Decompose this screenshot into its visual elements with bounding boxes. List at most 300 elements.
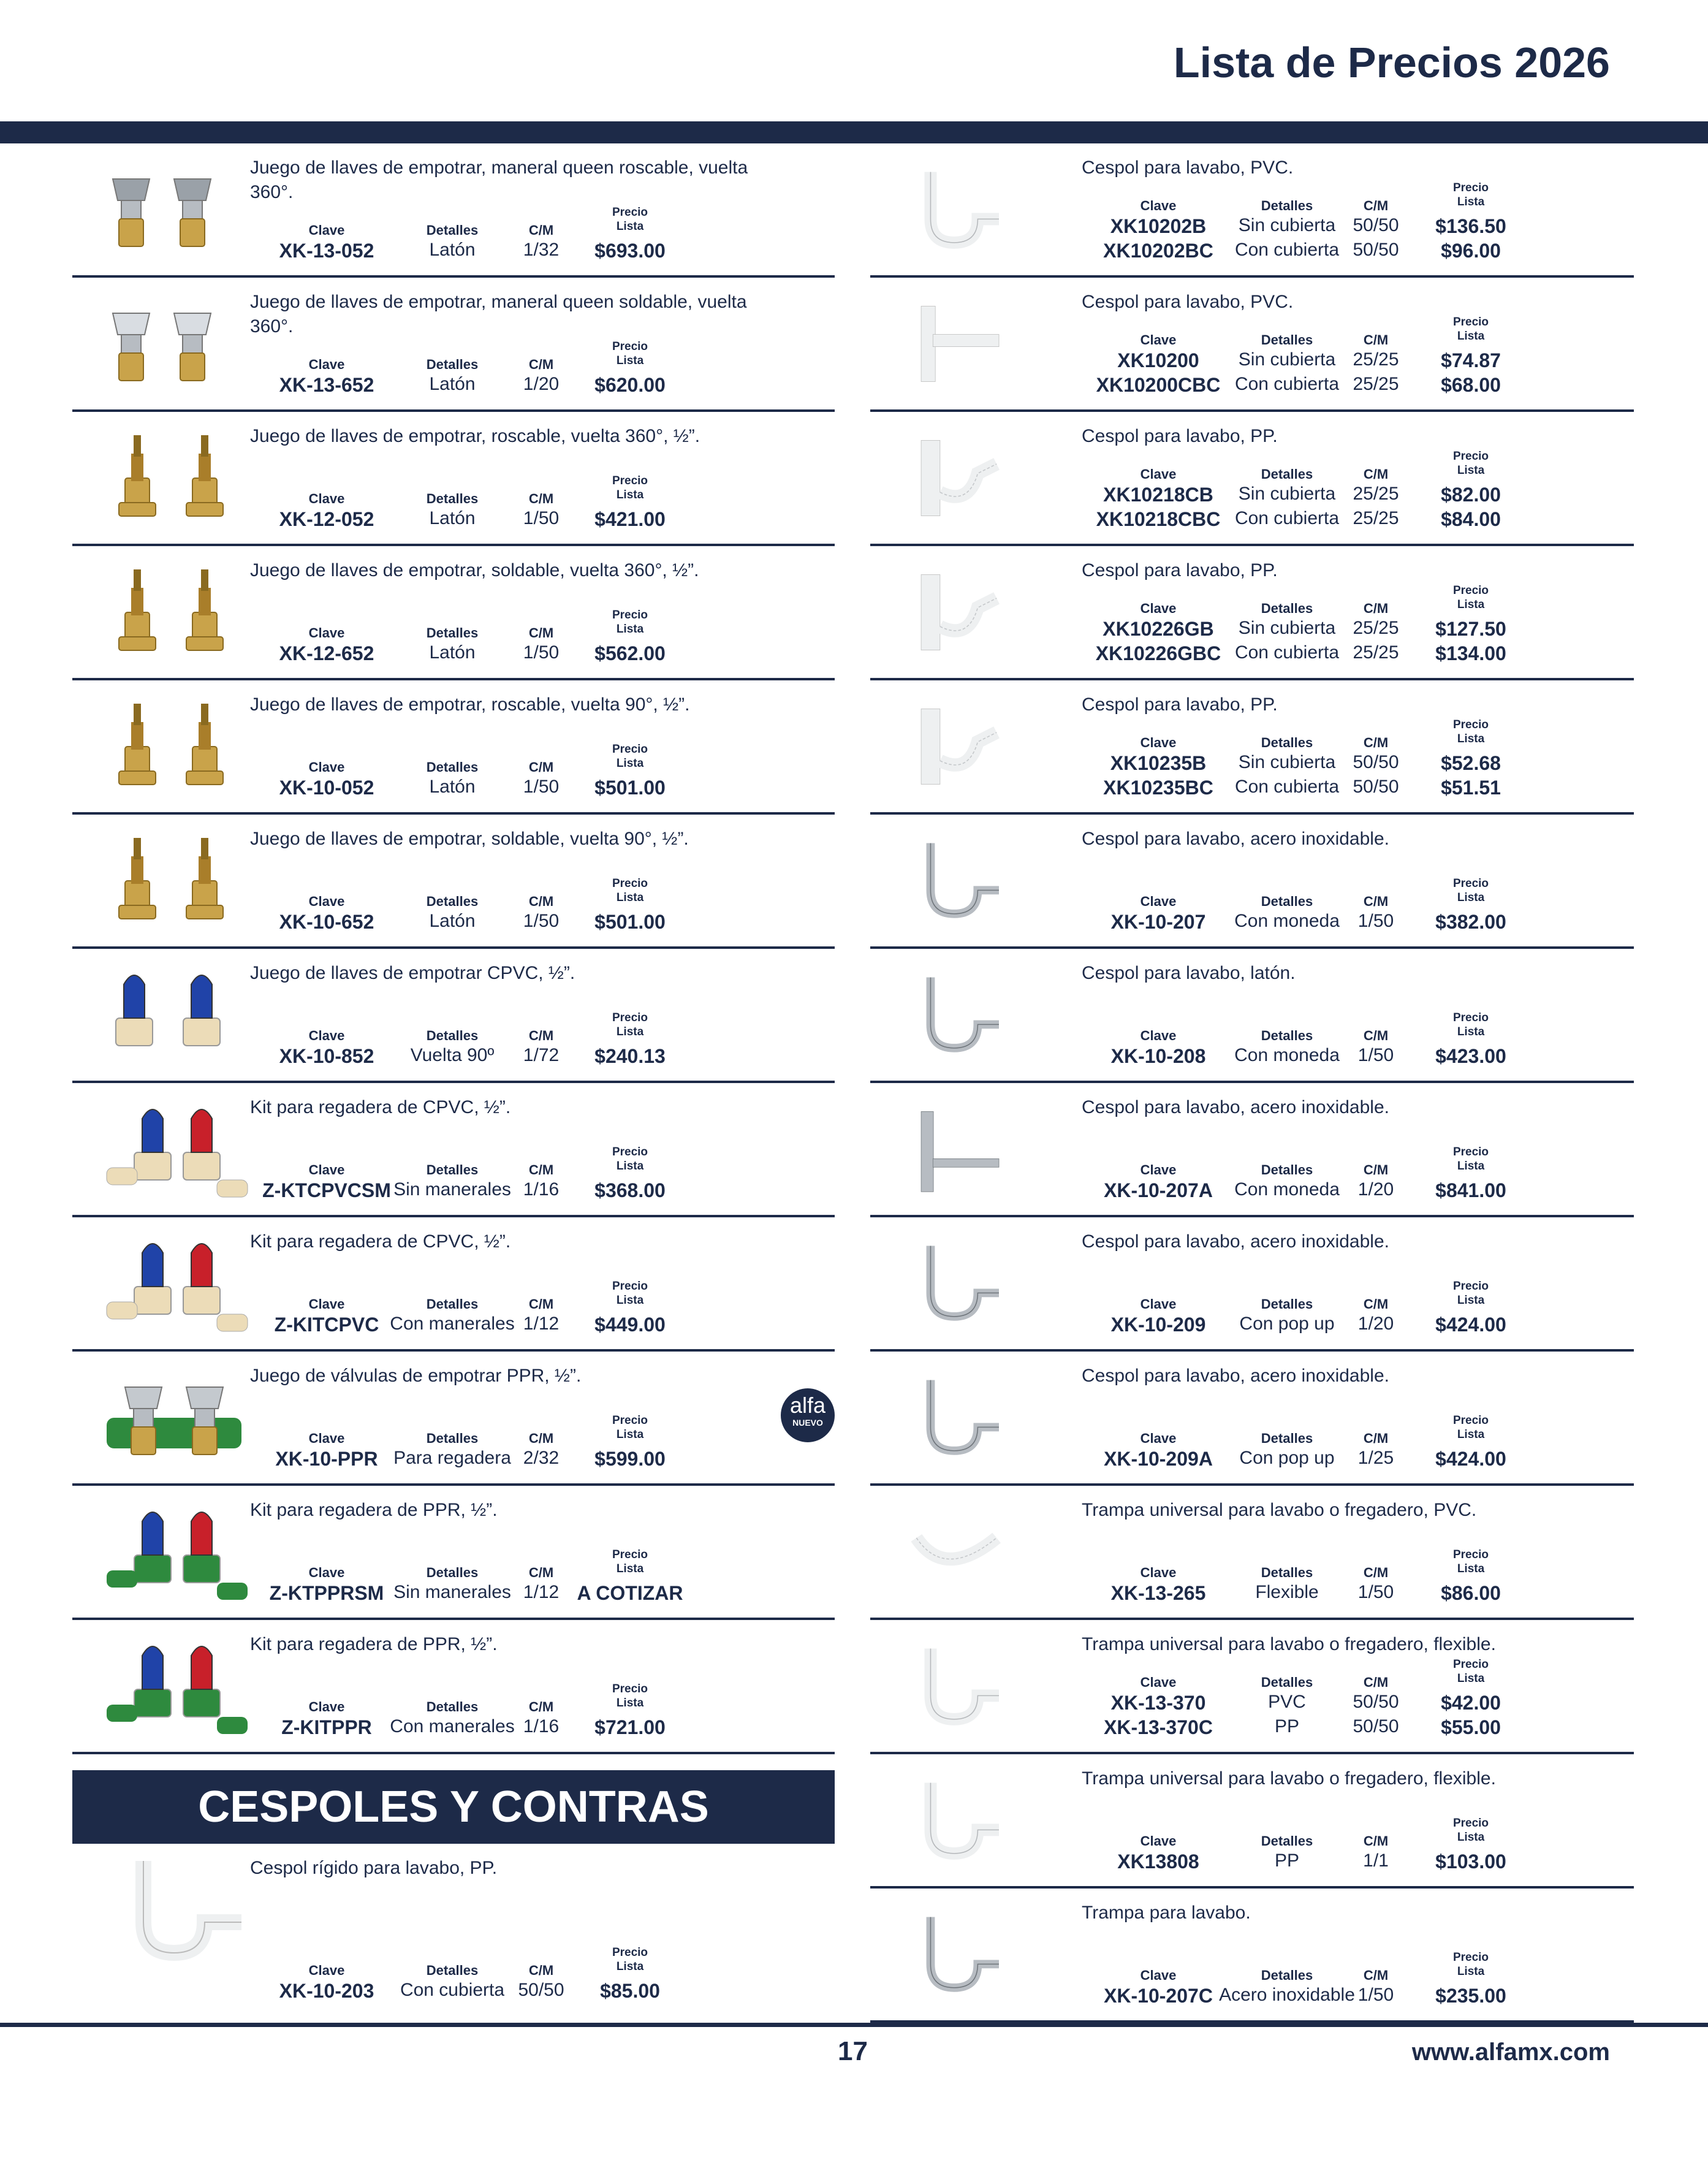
clave-value: XK-13-370C xyxy=(1104,1716,1213,1738)
precio-header xyxy=(569,877,691,905)
cm-label: C/M xyxy=(528,491,554,506)
clave-value: XK-12-052 xyxy=(279,508,374,530)
cm-label: C/M xyxy=(528,1028,554,1043)
precio-value: $74.87 xyxy=(1441,349,1501,371)
detalles-value: Con cubierta xyxy=(1234,642,1340,663)
cm-value: 1/12 xyxy=(523,1314,560,1334)
detalles-value: Para regadera xyxy=(393,1448,511,1468)
precio-value: $382.00 xyxy=(1435,911,1506,933)
clave-value: XK10218CB xyxy=(1103,484,1213,506)
precio-label: Precio xyxy=(1452,584,1489,597)
detalles-value: Sin cubierta xyxy=(1238,484,1336,504)
lista-label: Lista xyxy=(1457,1294,1485,1307)
detalles-value: Flexible xyxy=(1255,1582,1319,1602)
detalles-label: Detalles xyxy=(426,1963,479,1978)
cm-value: 2/32 xyxy=(523,1448,560,1468)
product-entry xyxy=(870,278,1634,412)
lista-label: Lista xyxy=(1457,196,1485,208)
precio-value: $421.00 xyxy=(594,508,666,530)
price-table xyxy=(1085,1145,1624,1206)
cm-label: C/M xyxy=(1363,198,1389,213)
product-entry xyxy=(870,546,1634,680)
cm-value: 1/16 xyxy=(523,1179,560,1200)
clave-value: XK-10-207A xyxy=(1104,1179,1213,1201)
cm-value: 1/50 xyxy=(523,777,560,797)
precio-label: Precio xyxy=(612,743,648,756)
product-description: Kit para regadera de PPR, ½”. xyxy=(250,1500,498,1520)
precio-value: $693.00 xyxy=(594,240,666,262)
brass-valve-pair-icon xyxy=(88,423,260,533)
price-table xyxy=(250,742,814,804)
cm-label: C/M xyxy=(528,1963,554,1978)
product-entry xyxy=(72,1486,835,1620)
precio-value: $423.00 xyxy=(1435,1045,1506,1067)
price-table xyxy=(1085,1011,1624,1072)
detalles-value: Acero inoxidable xyxy=(1219,1985,1355,2005)
precio-value: $55.00 xyxy=(1441,1716,1501,1738)
detalles-value: Sin manerales xyxy=(393,1179,511,1200)
clave-label: Clave xyxy=(1140,332,1177,348)
precio-header xyxy=(1410,877,1532,905)
precio-header xyxy=(1410,1145,1532,1173)
badge-brand: alfa xyxy=(789,1393,826,1418)
bottom-bar xyxy=(0,2023,1708,2027)
clave-value: XK10235B xyxy=(1110,752,1207,774)
clave-label: Clave xyxy=(1140,1162,1177,1177)
lista-label: Lista xyxy=(1457,598,1485,611)
precio-header xyxy=(569,608,691,636)
detalles-label: Detalles xyxy=(1261,332,1313,348)
price-table xyxy=(250,877,814,938)
clave-label: Clave xyxy=(1140,894,1177,909)
detalles-value: Latón xyxy=(429,374,476,394)
cm-value: 1/32 xyxy=(523,240,560,260)
cm-value: 1/20 xyxy=(1357,1179,1394,1200)
clave-value: XK10218CBC xyxy=(1096,508,1221,530)
clave-value: XK-12-652 xyxy=(279,642,374,664)
precio-value: $52.68 xyxy=(1441,752,1501,774)
cm-value: 25/25 xyxy=(1353,618,1399,638)
clave-value: Z-KTPPRSM xyxy=(269,1582,384,1604)
price-table xyxy=(1085,1279,1624,1341)
product-entry xyxy=(870,1888,1634,2023)
white-flex-trap-icon xyxy=(907,557,1030,668)
price-table xyxy=(250,1413,814,1475)
clave-label: Clave xyxy=(1140,601,1177,616)
cm-header xyxy=(504,1431,578,1447)
product-description: Cespol para lavabo, PP. xyxy=(1082,426,1278,446)
product-description: Trampa universal para lavabo o fregadero, PVC. xyxy=(1082,1500,1477,1520)
cm-label: C/M xyxy=(528,1565,554,1580)
lista-label: Lista xyxy=(1457,891,1485,904)
price-table xyxy=(250,608,814,669)
price-table xyxy=(1085,1657,1624,1743)
cm-value: 50/50 xyxy=(518,1980,564,2000)
precio-value: $620.00 xyxy=(594,374,666,396)
cm-label: C/M xyxy=(1363,735,1389,750)
price-table xyxy=(250,474,814,535)
price-table xyxy=(1085,718,1624,804)
lista-label: Lista xyxy=(616,891,644,904)
precio-label: Precio xyxy=(1452,450,1489,463)
cm-value: 25/25 xyxy=(1353,484,1399,504)
precio-header xyxy=(569,1279,691,1307)
clave-value: XK10226GBC xyxy=(1095,642,1221,664)
precio-value: $501.00 xyxy=(594,911,666,933)
cm-value: 50/50 xyxy=(1353,240,1399,260)
cm-label: C/M xyxy=(1363,1675,1389,1690)
price-table xyxy=(1085,584,1624,669)
white-p-trap-icon xyxy=(907,1631,1030,1741)
product-description: Cespol para lavabo, PP. xyxy=(1082,694,1278,715)
lista-label: Lista xyxy=(1457,732,1485,745)
cm-header xyxy=(1339,894,1413,910)
detalles-label: Detalles xyxy=(1261,1968,1313,1983)
white-p-trap-icon xyxy=(907,154,1030,265)
white-bottle-trap-icon xyxy=(907,289,1030,399)
cm-header xyxy=(1339,1833,1413,1849)
precio-label: Precio xyxy=(1452,181,1489,194)
product-description: Juego de llaves de empotrar, roscable, vuelta 90°, ½”. xyxy=(250,694,690,715)
precio-label: Precio xyxy=(612,1683,648,1695)
detalles-value: Latón xyxy=(429,240,476,260)
precio-header xyxy=(569,1548,691,1576)
precio-header xyxy=(1410,1413,1532,1442)
cm-header xyxy=(504,894,578,910)
cm-value: 1/50 xyxy=(523,508,560,528)
cm-label: C/M xyxy=(1363,1968,1389,1983)
precio-label: Precio xyxy=(612,1548,648,1561)
detalles-value: Sin cubierta xyxy=(1238,752,1336,772)
clave-label: Clave xyxy=(308,1028,345,1043)
price-table xyxy=(250,1548,814,1609)
precio-label: Precio xyxy=(1452,1951,1489,1964)
cm-value: 1/50 xyxy=(523,911,560,931)
cm-label: C/M xyxy=(1363,1431,1389,1446)
product-entry xyxy=(72,1844,835,2015)
cm-header xyxy=(504,1963,578,1979)
left-column xyxy=(72,143,835,2015)
product-entry xyxy=(870,1486,1634,1620)
clave-value: XK10235BC xyxy=(1103,777,1213,799)
product-entry xyxy=(72,680,835,815)
precio-header xyxy=(1410,1011,1532,1039)
precio-value: $84.00 xyxy=(1441,508,1501,530)
precio-header xyxy=(569,1145,691,1173)
detalles-value: Con pop up xyxy=(1239,1448,1335,1468)
detalles-value: Vuelta 90º xyxy=(410,1045,495,1065)
right-column xyxy=(870,143,1634,2023)
detalles-value: Con cubierta xyxy=(1234,508,1340,528)
precio-label: Precio xyxy=(1452,718,1489,731)
cm-header xyxy=(504,1296,578,1312)
precio-label: Precio xyxy=(1452,1658,1489,1671)
cm-value: 50/50 xyxy=(1353,752,1399,772)
price-table xyxy=(250,1011,814,1072)
precio-value: $501.00 xyxy=(594,777,666,799)
product-entry xyxy=(870,815,1634,949)
precio-header xyxy=(1410,1279,1532,1307)
precio-header xyxy=(569,742,691,770)
cm-value: 50/50 xyxy=(1353,215,1399,235)
product-description: Kit para regadera de CPVC, ½”. xyxy=(250,1097,511,1117)
detalles-label: Detalles xyxy=(426,759,479,775)
price-table xyxy=(1085,315,1624,401)
detalles-label: Detalles xyxy=(1261,1431,1313,1446)
cm-header xyxy=(1339,466,1413,482)
brass-valve-pair-icon xyxy=(88,557,260,668)
cpvc-valve-pair-icon xyxy=(88,960,260,1070)
precio-value: $86.00 xyxy=(1441,1582,1501,1604)
product-entry xyxy=(72,949,835,1083)
brass-valve-pair-icon xyxy=(88,691,260,802)
clave-label: Clave xyxy=(308,357,345,372)
cm-header xyxy=(1339,601,1413,617)
detalles-value: Latón xyxy=(429,642,476,663)
lista-label: Lista xyxy=(616,354,644,367)
clave-label: Clave xyxy=(1140,1296,1177,1312)
white-rigid-trap-icon xyxy=(88,1855,260,1965)
product-description: Cespol rígido para lavabo, PP. xyxy=(250,1858,498,1878)
cm-label: C/M xyxy=(1363,894,1389,909)
precio-header xyxy=(569,1011,691,1039)
product-description: Trampa para lavabo. xyxy=(1082,1903,1251,1923)
cm-header xyxy=(504,357,578,373)
precio-label: Precio xyxy=(1452,1414,1489,1427)
precio-value: $96.00 xyxy=(1441,240,1501,262)
detalles-label: Detalles xyxy=(426,625,479,641)
chrome-p-trap-icon xyxy=(907,1228,1030,1339)
ppr-shower-kit-icon xyxy=(88,1497,260,1607)
precio-label: Precio xyxy=(612,206,648,219)
detalles-value: Con moneda xyxy=(1234,1179,1340,1200)
lista-label: Lista xyxy=(1457,330,1485,343)
cm-value: 1/16 xyxy=(523,1716,560,1736)
lista-label: Lista xyxy=(1457,1025,1485,1038)
precio-header xyxy=(1410,1548,1532,1576)
ppr-valve-pair-icon xyxy=(88,1363,260,1473)
clave-label: Clave xyxy=(308,1565,345,1580)
precio-value: $134.00 xyxy=(1435,642,1506,664)
precio-header xyxy=(569,340,691,368)
clave-value: XK-10-PPR xyxy=(275,1448,378,1470)
clave-value: XK13808 xyxy=(1117,1850,1199,1873)
cm-header xyxy=(504,625,578,641)
detalles-value: Con cubierta xyxy=(1234,240,1340,260)
clave-label: Clave xyxy=(308,759,345,775)
chrome-valve-pair-icon xyxy=(88,154,260,265)
precio-value: $424.00 xyxy=(1435,1448,1506,1470)
lista-label: Lista xyxy=(616,1294,644,1307)
lista-label: Lista xyxy=(1457,1428,1485,1441)
precio-label: Precio xyxy=(1452,1280,1489,1293)
precio-value: $82.00 xyxy=(1441,484,1501,506)
precio-header xyxy=(1410,718,1532,746)
clave-label: Clave xyxy=(308,223,345,238)
cm-label: C/M xyxy=(528,1296,554,1312)
product-entry xyxy=(870,949,1634,1083)
clave-label: Clave xyxy=(1140,466,1177,482)
cm-header xyxy=(504,759,578,775)
detalles-value: Con manerales xyxy=(390,1314,515,1334)
cm-value: 1/20 xyxy=(523,374,560,394)
clave-value: XK-13-370 xyxy=(1110,1692,1206,1714)
precio-header xyxy=(1410,1950,1532,1979)
detalles-value: Latón xyxy=(429,911,476,931)
cm-value: 50/50 xyxy=(1353,1692,1399,1712)
clave-value: XK-10-852 xyxy=(279,1045,374,1067)
detalles-label: Detalles xyxy=(426,1431,479,1446)
lista-label: Lista xyxy=(1457,1672,1485,1685)
cm-header xyxy=(1339,198,1413,214)
precio-header xyxy=(1410,449,1532,477)
cm-header xyxy=(504,1028,578,1044)
cm-label: C/M xyxy=(1363,1028,1389,1043)
clave-label: Clave xyxy=(1140,735,1177,750)
lista-label: Lista xyxy=(616,1562,644,1575)
section-banner: CESPOLES Y CONTRAS xyxy=(72,1770,835,1844)
product-description: Kit para regadera de CPVC, ½”. xyxy=(250,1231,511,1252)
price-table xyxy=(250,1682,814,1743)
lista-label: Lista xyxy=(1457,1831,1485,1844)
price-table xyxy=(250,1145,814,1206)
detalles-label: Detalles xyxy=(1261,1028,1313,1043)
clave-label: Clave xyxy=(308,1963,345,1978)
detalles-value: PP xyxy=(1274,1716,1300,1736)
cm-value: 1/50 xyxy=(1357,1985,1394,2005)
white-p-trap-icon xyxy=(907,1765,1030,1876)
product-entry xyxy=(870,1352,1634,1486)
detalles-label: Detalles xyxy=(1261,735,1313,750)
detalles-value: Con cubierta xyxy=(1234,777,1340,797)
precio-label: Precio xyxy=(612,1414,648,1427)
precio-value: $368.00 xyxy=(594,1179,666,1201)
lista-label: Lista xyxy=(616,220,644,233)
clave-label: Clave xyxy=(308,1296,345,1312)
lista-label: Lista xyxy=(1457,1160,1485,1173)
product-description: Juego de llaves de empotrar, roscable, vuelta 360°, ½”. xyxy=(250,426,700,446)
badge-new: NUEVO xyxy=(792,1418,823,1428)
lista-label: Lista xyxy=(616,489,644,501)
product-description: Cespol para lavabo, PVC. xyxy=(1082,158,1294,178)
lista-label: Lista xyxy=(1457,1965,1485,1978)
website-link[interactable]: www.alfamx.com xyxy=(1411,2039,1610,2066)
cm-header xyxy=(1339,735,1413,751)
product-description: Cespol para lavabo, acero inoxidable. xyxy=(1082,1366,1389,1386)
product-description: Cespol para lavabo, PVC. xyxy=(1082,292,1294,312)
clave-value: XK10202B xyxy=(1110,215,1207,237)
product-entry xyxy=(870,143,1634,278)
clave-label: Clave xyxy=(308,1699,345,1714)
clave-value: XK-10-652 xyxy=(279,911,374,933)
detalles-value: Latón xyxy=(429,508,476,528)
cpvc-shower-kit-icon xyxy=(88,1094,260,1204)
detalles-label: Detalles xyxy=(1261,466,1313,482)
detalles-label: Detalles xyxy=(1261,198,1313,213)
product-entry xyxy=(870,1217,1634,1352)
cm-value: 25/25 xyxy=(1353,349,1399,370)
precio-value: $240.13 xyxy=(594,1045,666,1067)
clave-value: XK-10-209A xyxy=(1104,1448,1213,1470)
detalles-label: Detalles xyxy=(1261,894,1313,909)
precio-value: $127.50 xyxy=(1435,618,1506,640)
detalles-value: Sin cubierta xyxy=(1238,215,1336,235)
clave-label: Clave xyxy=(308,894,345,909)
precio-value: $85.00 xyxy=(600,1980,660,2002)
cm-header xyxy=(504,223,578,238)
clave-value: XK10226GB xyxy=(1103,618,1214,640)
clave-label: Clave xyxy=(1140,198,1177,213)
cm-value: 1/72 xyxy=(523,1045,560,1065)
white-flex-trap-icon xyxy=(907,423,1030,533)
ppr-shower-kit-icon xyxy=(88,1631,260,1741)
cm-value: 50/50 xyxy=(1353,777,1399,797)
detalles-label: Detalles xyxy=(1261,1296,1313,1312)
cm-header xyxy=(504,1565,578,1581)
precio-header xyxy=(569,205,691,234)
precio-header xyxy=(1410,1816,1532,1844)
chrome-p-trap-icon xyxy=(907,826,1030,936)
product-description: Cespol para lavabo, acero inoxidable. xyxy=(1082,829,1389,849)
precio-value: $42.00 xyxy=(1441,1692,1501,1714)
product-description: Trampa universal para lavabo o fregadero, flexible. xyxy=(1082,1634,1496,1654)
product-description: Juego de llaves de empotrar CPVC, ½”. xyxy=(250,963,575,983)
precio-value: $136.50 xyxy=(1435,215,1506,237)
page-number: 17 xyxy=(838,2036,868,2066)
clave-value: XK-10-208 xyxy=(1110,1045,1206,1067)
detalles-label: Detalles xyxy=(1261,1162,1313,1177)
detalles-value: Con manerales xyxy=(390,1716,515,1736)
precio-value: $841.00 xyxy=(1435,1179,1506,1201)
precio-label: Precio xyxy=(612,474,648,487)
detalles-label: Detalles xyxy=(1261,1565,1313,1580)
cm-label: C/M xyxy=(1363,466,1389,482)
lista-label: Lista xyxy=(616,1428,644,1441)
price-table xyxy=(250,205,814,267)
precio-header xyxy=(569,1682,691,1710)
product-entry xyxy=(870,412,1634,546)
product-entry xyxy=(72,1083,835,1217)
product-description: Trampa universal para lavabo o fregadero, flexible. xyxy=(1082,1768,1496,1789)
precio-label: Precio xyxy=(1452,1011,1489,1024)
cm-value: 25/25 xyxy=(1353,508,1399,528)
cm-label: C/M xyxy=(528,1699,554,1714)
detalles-value: Con cubierta xyxy=(1234,374,1340,394)
product-description: Cespol para lavabo, latón. xyxy=(1082,963,1296,983)
chrome-p-trap-icon xyxy=(907,960,1030,1070)
precio-value: A COTIZAR xyxy=(577,1582,683,1604)
product-description: Cespol para lavabo, PP. xyxy=(1082,560,1278,580)
clave-value: XK-10-209 xyxy=(1110,1314,1206,1336)
cm-label: C/M xyxy=(528,1431,554,1446)
lista-label: Lista xyxy=(1457,1562,1485,1575)
cm-header xyxy=(504,491,578,507)
precio-label: Precio xyxy=(612,1280,648,1293)
cm-value: 1/50 xyxy=(1357,1045,1394,1065)
cm-value: 1/50 xyxy=(1357,911,1394,931)
clave-value: Z-KITCPVC xyxy=(274,1314,379,1336)
lista-label: Lista xyxy=(1457,464,1485,477)
cm-label: C/M xyxy=(528,894,554,909)
cm-value: 25/25 xyxy=(1353,374,1399,394)
precio-header xyxy=(1410,584,1532,612)
cm-label: C/M xyxy=(1363,332,1389,348)
product-description: Kit para regadera de PPR, ½”. xyxy=(250,1634,498,1654)
cm-label: C/M xyxy=(528,357,554,372)
detalles-label: Detalles xyxy=(426,491,479,506)
product-entry xyxy=(72,546,835,680)
clave-value: XK-13-052 xyxy=(279,240,374,262)
